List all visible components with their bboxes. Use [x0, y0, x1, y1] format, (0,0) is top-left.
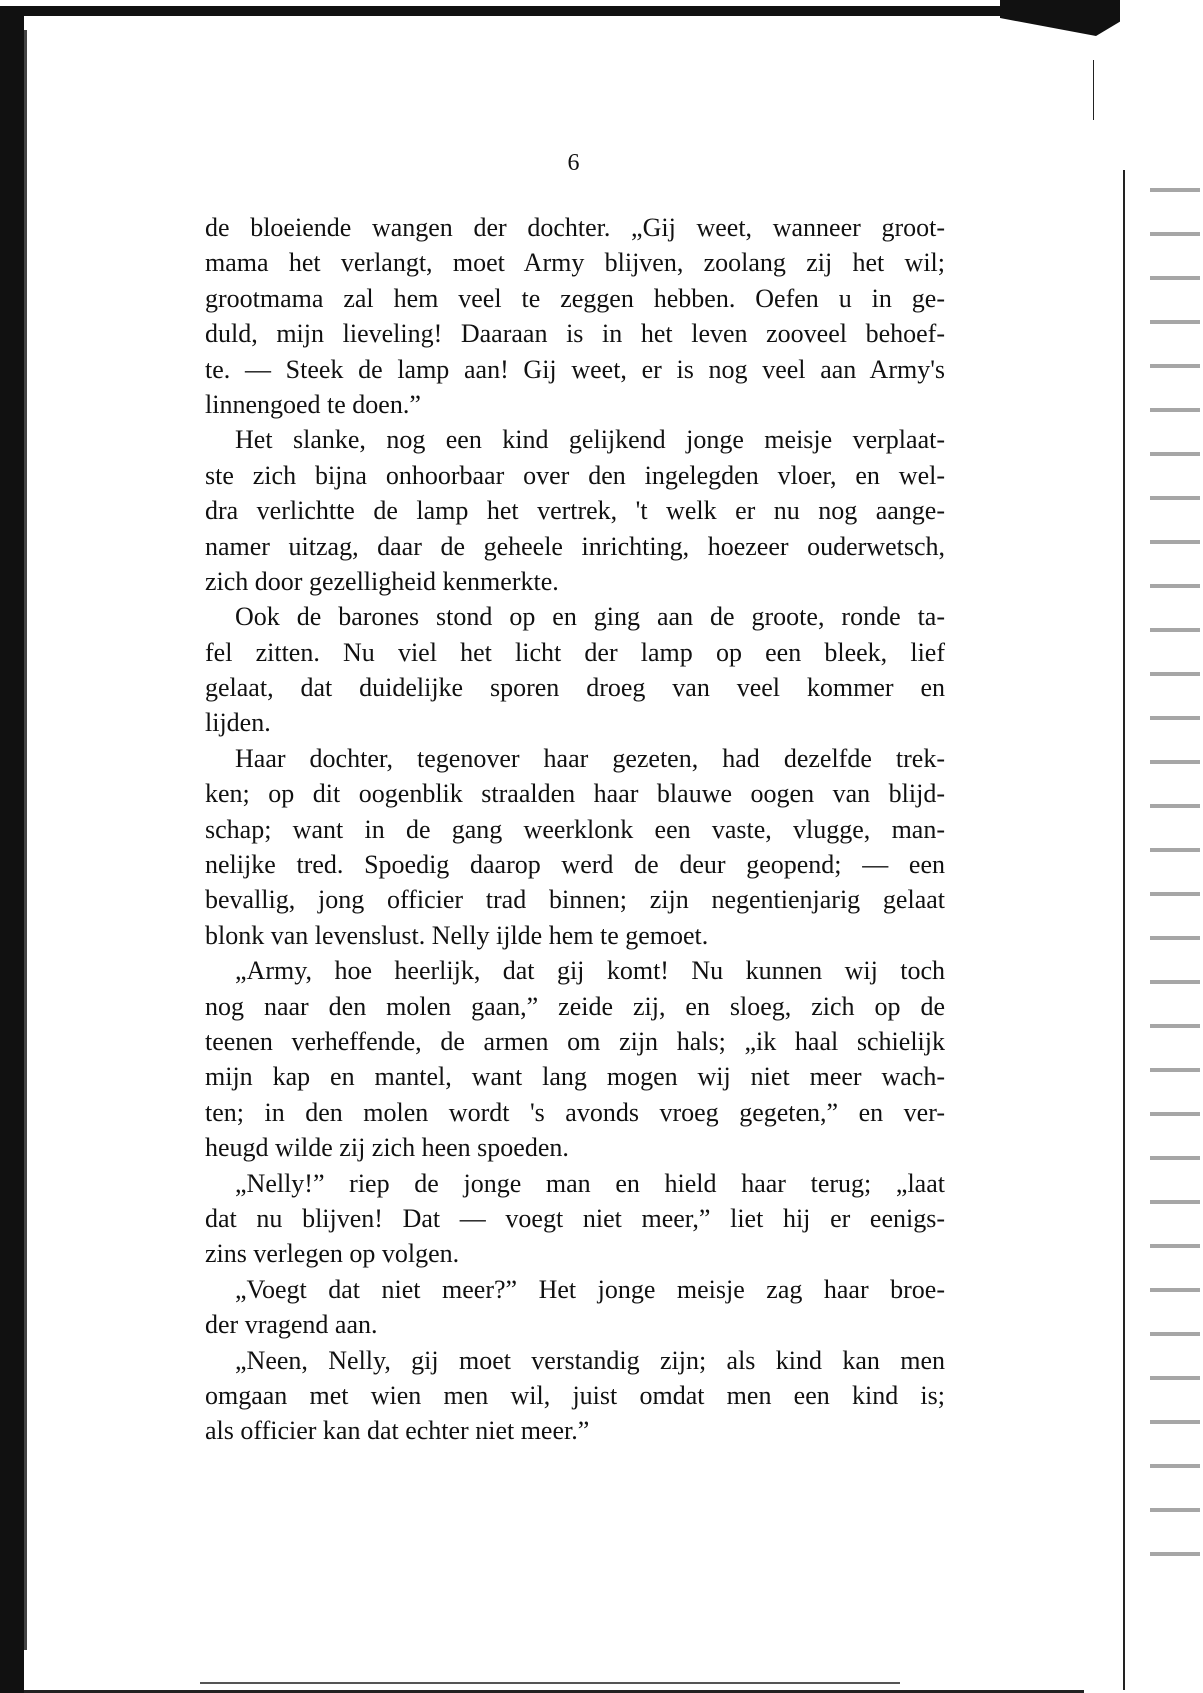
text-line: Haar dochter, tegenover haar gezeten, had dezelfde trek- [235, 743, 945, 773]
page-number-text: 6 [567, 150, 580, 176]
text-line: Ook de barones stond op en ging aan de groote, ronde ta- [235, 602, 945, 632]
text-line: te. — Steek de lamp aan! Gij weet, er is nog veel aan Army's [205, 354, 945, 384]
text-line: bevallig, jong officier trad binnen; zijn negentienjarig gelaat [205, 885, 945, 915]
paragraph [205, 1343, 945, 1449]
text-line: dra verlichtte de lamp het vertrek, 't welk er nu nog aange- [205, 496, 945, 526]
text-line: nelijke tred. Spoedig daarop werd de deur geopend; — een [205, 850, 945, 880]
text-line: „Voegt dat niet meer?” Het jonge meisje zag haar broe- [235, 1274, 945, 1304]
text-line: omgaan met wien men wil, juist omdat men een kind is; [205, 1380, 945, 1410]
scan-top-corner-shadow [1000, 0, 1120, 36]
text-line: der vragend aan. [205, 1310, 378, 1340]
text-line: gelaat, dat duidelijke sporen droeg van veel kommer en [205, 673, 945, 703]
paragraph [205, 1166, 945, 1272]
page-number [0, 150, 1203, 177]
text-line: schap; want in de gang weerklonk een vaste, vlugge, man- [205, 814, 945, 844]
paragraph [205, 953, 945, 1165]
text-line: linnengoed te doen.” [205, 389, 421, 419]
text-line: als officier kan dat echter niet meer.” [205, 1416, 590, 1446]
text-line: mama het verlangt, moet Army blijven, zoolang zij het wil; [205, 248, 945, 278]
text-line: blonk van levenslust. Nelly ijlde hem te gemoet. [205, 920, 709, 950]
paragraph [205, 422, 945, 599]
text-line: „Army, hoe heerlijk, dat gij komt! Nu kunnen wij toch [235, 956, 945, 986]
text-line: „Nelly!” riep de jonge man en hield haar terug; „laat [235, 1168, 945, 1198]
text-line: „Neen, Nelly, gij moet verstandig zijn; als kind kan men [235, 1345, 945, 1375]
text-line: mijn kap en mantel, want lang mogen wij niet meer wach- [205, 1062, 945, 1092]
paragraph [205, 210, 945, 422]
scan-bottom-shadow [200, 1682, 900, 1684]
text-line: fel zitten. Nu viel het licht der lamp op een bleek, lief [205, 637, 945, 667]
text-line: nog naar den molen gaan,” zeide zij, en sloeg, zich op de [205, 991, 945, 1021]
text-line: zich door gezelligheid kenmerkte. [205, 566, 559, 596]
text-line: teenen verheffende, de armen om zijn hals; „ik haal schielijk [205, 1026, 945, 1056]
adjacent-page-bleed [1150, 160, 1200, 1590]
paragraph [205, 741, 945, 953]
paragraph [205, 599, 945, 741]
scan-left-edge [0, 10, 24, 1693]
text-line: dat nu blijven! Dat — voegt niet meer,” liet hij er eenigs- [205, 1203, 945, 1233]
paragraph [205, 1272, 945, 1343]
text-line: de bloeiende wangen der dochter. „Gij weet, wanneer groot- [205, 213, 945, 242]
text-line: ken; op dit oogenblik straalden haar blauwe oogen van blijd- [205, 779, 945, 809]
body-text [205, 210, 945, 1449]
scan-top-gap [0, 0, 1000, 6]
text-line: ten; in den molen wordt 's avonds vroeg gegeten,” en ver- [205, 1097, 945, 1127]
page-gutter-mark [1093, 60, 1094, 120]
scan-left-edge-inner [24, 30, 27, 1650]
text-line: Het slanke, nog een kind gelijkend jonge meisje verplaat- [235, 425, 945, 455]
text-line: duld, mijn lieveling! Daaraan is in het leven zooveel behoef- [205, 319, 945, 349]
text-line: grootmama zal hem veel te zeggen hebben. Oefen u in ge- [205, 283, 945, 313]
text-line: lijden. [205, 708, 271, 738]
text-line: zins verlegen op volgen. [205, 1239, 460, 1269]
page-gutter-rule [1123, 170, 1125, 1690]
text-line: namer uitzag, daar de geheele inrichting, hoezeer ouderwetsch, [205, 531, 945, 561]
text-line: ste zich bijna onhoorbaar over den ingelegden vloer, en wel- [205, 460, 945, 490]
text-line: heugd wilde zij zich heen spoeden. [205, 1133, 569, 1163]
